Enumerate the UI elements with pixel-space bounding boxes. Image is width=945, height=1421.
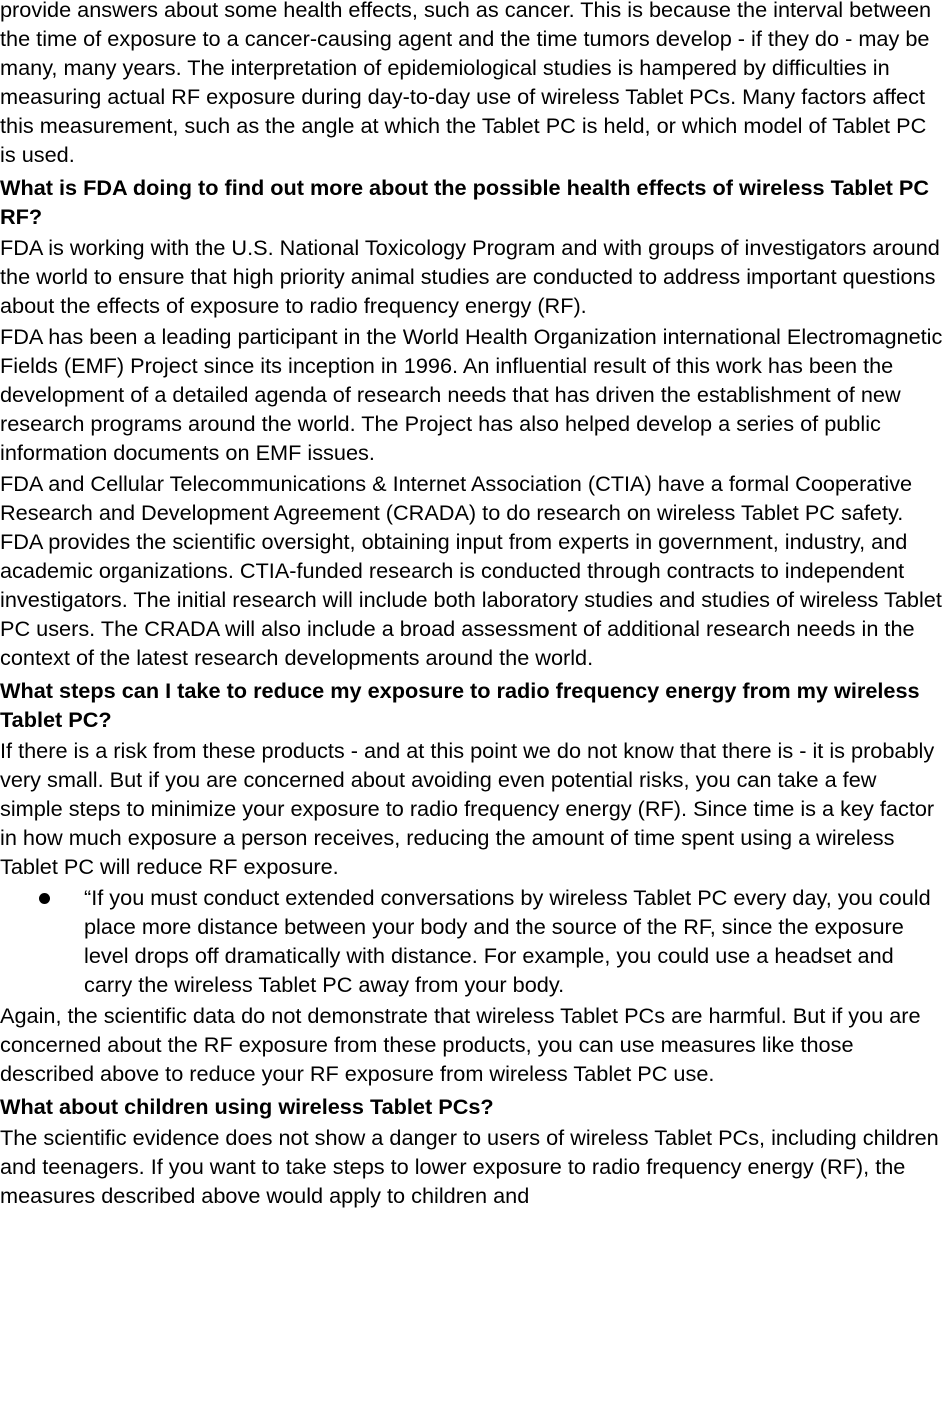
paragraph-reduce-exposure: If there is a risk from these products - and at this point we do not know that there is - it is probably very small. But if you are concerned about avoiding even potential risks, you can take a few simple steps to minimize your exposure to radio frequency energy (RF). Since time is a key factor in how much exposure a person receives, reducing the amount of time spent using a wireless Tablet PC will reduce RF exposure. bbox=[0, 738, 935, 879]
paragraph-children: The scientific evidence does not show a danger to users of wireless Tablet PCs, including children and teenagers. If you want to take steps to lower exposure to radio frequency energy (RF), the measures described above would apply to children and bbox=[0, 1125, 939, 1208]
bullet-icon bbox=[39, 893, 50, 904]
heading-children: What about children using wireless Tablet PCs? bbox=[0, 1094, 494, 1119]
heading-reduce-exposure: What steps can I take to reduce my exposure to radio frequency energy from my wireless Tablet PC? bbox=[0, 678, 920, 732]
paragraph-again: Again, the scientific data do not demonstrate that wireless Tablet PCs are harmful. But if you are concerned about the RF exposure from these products, you can use measures like those described above to reduce your RF exposure from wireless Tablet PC use. bbox=[0, 1003, 921, 1086]
paragraph-fda-who-emf: FDA has been a leading participant in the World Health Organization international Electromagnetic Fields (EMF) Project since its inception in 1996. An influential result of this work has been the development of a detailed agenda of research needs that has driven the establishment of new research programs around the world. The Project has also helped develop a series of public information documents on EMF issues. bbox=[0, 324, 943, 465]
list-item-text: “If you must conduct extended conversations by wireless Tablet PC every day, you could place more distance between your body and the source of the RF, since the exposure level drops off dramatically with distance. For example, you could use a headset and carry the wireless Tablet PC away from your body. bbox=[84, 885, 931, 997]
paragraph-fda-ntp: FDA is working with the U.S. National Toxicology Program and with groups of investigators around the world to ensure that high priority animal studies are conducted to address important questions about the effects of exposure to radio frequency energy (RF). bbox=[0, 235, 940, 318]
list-item-extended-conversations bbox=[0, 883, 945, 999]
paragraph-fda-ctia-crada: FDA and Cellular Telecommunications & Internet Association (CTIA) have a formal Cooperative Research and Development Agreement (CRADA) to do research on wireless Tablet PC safety. FDA provides the scientific oversight, obtaining input from experts in government, industry, and academic organizations. CTIA-funded research is conducted through contracts to independent investigators. The initial research will include both laboratory studies and studies of wireless Tablet PC users. The CRADA will also include a broad assessment of additional research needs in the context of the latest research developments around the world. bbox=[0, 471, 942, 670]
heading-fda-research: What is FDA doing to find out more about the possible health effects of wireless Tablet PC RF? bbox=[0, 175, 930, 229]
paragraph-intro: provide answers about some health effects, such as cancer. This is because the interval between the time of exposure to a cancer-causing agent and the time tumors develop - if they do - may be many, many years. The interpretation of epidemiological studies is hampered by difficulties in measuring actual RF exposure during day-to-day use of wireless Tablet PCs. Many factors affect this measurement, such as the angle at which the Tablet PC is held, or which model of Tablet PC is used. bbox=[0, 0, 932, 167]
